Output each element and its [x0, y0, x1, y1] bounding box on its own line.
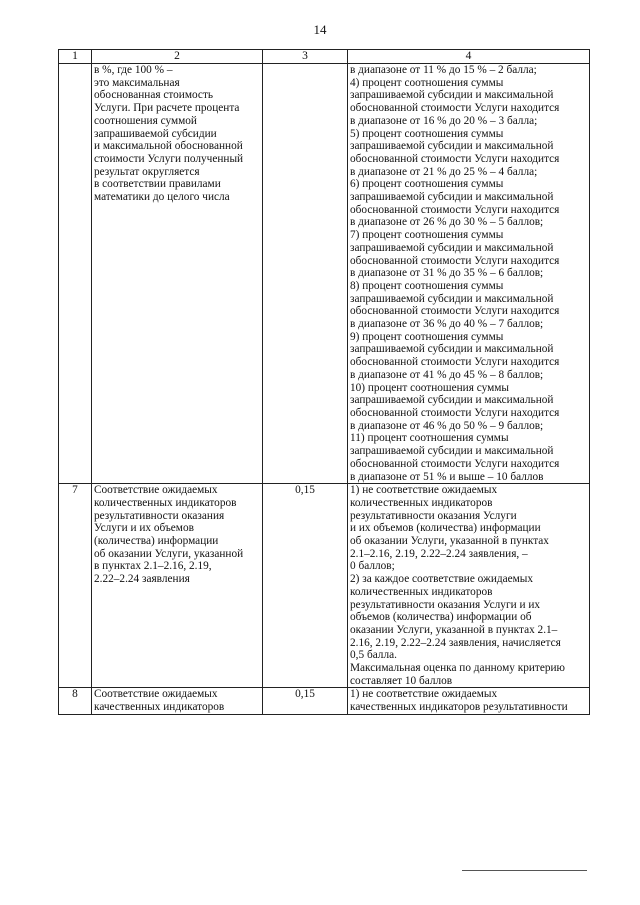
text-line: 1) не соответствие ожидаемых: [350, 484, 498, 497]
text-line: в диапазоне от 46 % до 50 % – 9 баллов;: [350, 419, 544, 432]
text-line: 1) не соответствие ожидаемых: [350, 688, 498, 701]
text-line: в диапазоне от 11 % до 15 % – 2 балла;: [350, 64, 537, 76]
table-row: [59, 64, 590, 484]
text-line: (количества) информации: [94, 535, 219, 548]
criterion-number: [59, 64, 92, 484]
text-line: в диапазоне от 31 % до 35 % – 6 баллов;: [350, 267, 544, 280]
text-line: Максимальная оценка по данному критерию: [350, 662, 565, 675]
table-body: [59, 64, 590, 715]
text-line: Услуги. При расчете процента: [94, 102, 240, 115]
text-line: 6) процент соотношения суммы: [350, 178, 504, 191]
text-line: запрашиваемой субсидии и максимальной: [350, 140, 554, 153]
text-line: 2.22–2.24 заявления: [94, 573, 190, 586]
text-line: соотношения суммой: [94, 114, 197, 127]
text-line: результат округляется: [94, 165, 200, 178]
text-line: 8) процент соотношения суммы: [350, 279, 504, 292]
column-header: 3: [263, 50, 348, 64]
text-line: в пунктах 2.1–2.16, 2.19,: [94, 560, 212, 573]
text-line: Соответствие ожидаемых: [94, 484, 218, 497]
text-line: 7) процент соотношения суммы: [350, 229, 504, 242]
text-line: обоснованной стоимости Услуги находится: [350, 203, 560, 216]
text-line: 0 баллов;: [350, 560, 395, 573]
text-line: количественных индикаторов: [94, 496, 237, 509]
text-line: обоснованной стоимости Услуги находится: [350, 356, 560, 369]
text-line: обоснованной стоимости Услуги находится: [350, 406, 560, 419]
text-line: 9) процент соотношения суммы: [350, 330, 504, 343]
text-line: запрашиваемой субсидии: [94, 127, 217, 140]
text-line: запрашиваемой субсидии и максимальной: [350, 292, 554, 305]
criterion-text: [92, 64, 263, 484]
text-line: и их объемов (количества) информации: [350, 522, 541, 535]
text-line: 0,5 балла.: [350, 649, 397, 662]
text-line: запрашиваемой субсидии и максимальной: [350, 241, 554, 254]
text-line: 2.1–2.16, 2.19, 2.22–2.24 заявления, –: [350, 547, 528, 560]
text-line: результативности оказания Услуги и их: [350, 598, 541, 611]
text-line: запрашиваемой субсидии и максимальной: [350, 191, 554, 204]
text-line: в диапазоне от 16 % до 20 % – 3 балла;: [350, 114, 538, 127]
text-line: 2) за каждое соответствие ожидаемых: [350, 573, 534, 586]
text-line: обоснованной стоимости Услуги находится: [350, 102, 560, 115]
table-row: [59, 484, 590, 688]
header-row: [59, 50, 590, 64]
criterion-text: [92, 688, 263, 714]
text-line: результативности оказания Услуги: [350, 509, 517, 522]
criterion-number: 7: [59, 484, 92, 688]
text-line: запрашиваемой субсидии и максимальной: [350, 394, 554, 407]
text-line: 2.16, 2.19, 2.22–2.24 заявления, начисляется: [350, 636, 561, 649]
signature-line: [462, 870, 587, 871]
text-line: 5) процент соотношения суммы: [350, 127, 504, 140]
criterion-number: 8: [59, 688, 92, 714]
text-line: результативности оказания: [94, 509, 225, 522]
column-header: 2: [92, 50, 263, 64]
weight-value: [263, 64, 348, 484]
scoring-text: [348, 484, 590, 688]
scoring-text: [348, 64, 590, 484]
text-line: объемов (количества) информации об: [350, 611, 532, 624]
column-header: 1: [59, 50, 92, 64]
text-line: в диапазоне от 51 % и выше – 10 баллов: [350, 470, 544, 483]
text-line: математики до целого числа: [94, 191, 230, 204]
weight-value: 0,15: [263, 688, 348, 714]
page-number: 14: [313, 22, 327, 37]
text-line: 11) процент соотношения суммы: [350, 432, 509, 445]
text-line: запрашиваемой субсидии и максимальной: [350, 89, 554, 102]
weight-value: 0,15: [263, 484, 348, 688]
text-line: составляет 10 баллов: [350, 674, 453, 687]
text-line: в %, где 100 % –: [94, 64, 173, 76]
column-header: 4: [348, 50, 590, 64]
text-line: Соответствие ожидаемых: [94, 688, 218, 701]
text-line: обоснованной стоимости Услуги находится: [350, 305, 560, 318]
text-line: в диапазоне от 41 % до 45 % – 8 баллов;: [350, 368, 544, 381]
criteria-table: [58, 49, 590, 715]
text-line: Услуги и их объемов: [94, 522, 194, 535]
text-line: стоимости Услуги полученный: [94, 152, 244, 165]
text-line: качественных индикаторов результативности: [350, 701, 568, 714]
text-line: количественных индикаторов: [350, 585, 493, 598]
text-line: и максимальной обоснованной: [94, 140, 243, 153]
text-line: об оказании Услуги, указанной в пунктах: [350, 535, 549, 548]
text-line: обоснованная стоимость: [94, 89, 214, 102]
text-line: 10) процент соотношения суммы: [350, 381, 509, 394]
text-line: запрашиваемой субсидии и максимальной: [350, 343, 554, 356]
text-line: в диапазоне от 36 % до 40 % – 7 баллов;: [350, 318, 544, 331]
scoring-text: [348, 688, 590, 714]
text-line: в соответствии правилами: [94, 178, 221, 191]
text-line: это максимальная: [94, 76, 180, 89]
text-line: обоснованной стоимости Услуги находится: [350, 457, 560, 470]
text-line: качественных индикаторов: [94, 701, 225, 714]
text-line: в диапазоне от 21 % до 25 % – 4 балла;: [350, 165, 538, 178]
text-line: обоснованной стоимости Услуги находится: [350, 254, 560, 267]
text-line: оказании Услуги, указанной в пунктах 2.1–: [350, 623, 558, 636]
criterion-text: [92, 484, 263, 688]
text-line: 4) процент соотношения суммы: [350, 76, 504, 89]
table-row: [59, 688, 590, 714]
text-line: количественных индикаторов: [350, 496, 493, 509]
text-line: об оказании Услуги, указанной: [94, 547, 244, 560]
text-line: запрашиваемой субсидии и максимальной: [350, 445, 554, 458]
text-line: в диапазоне от 26 % до 30 % – 5 баллов;: [350, 216, 544, 229]
text-line: обоснованной стоимости Услуги находится: [350, 152, 560, 165]
